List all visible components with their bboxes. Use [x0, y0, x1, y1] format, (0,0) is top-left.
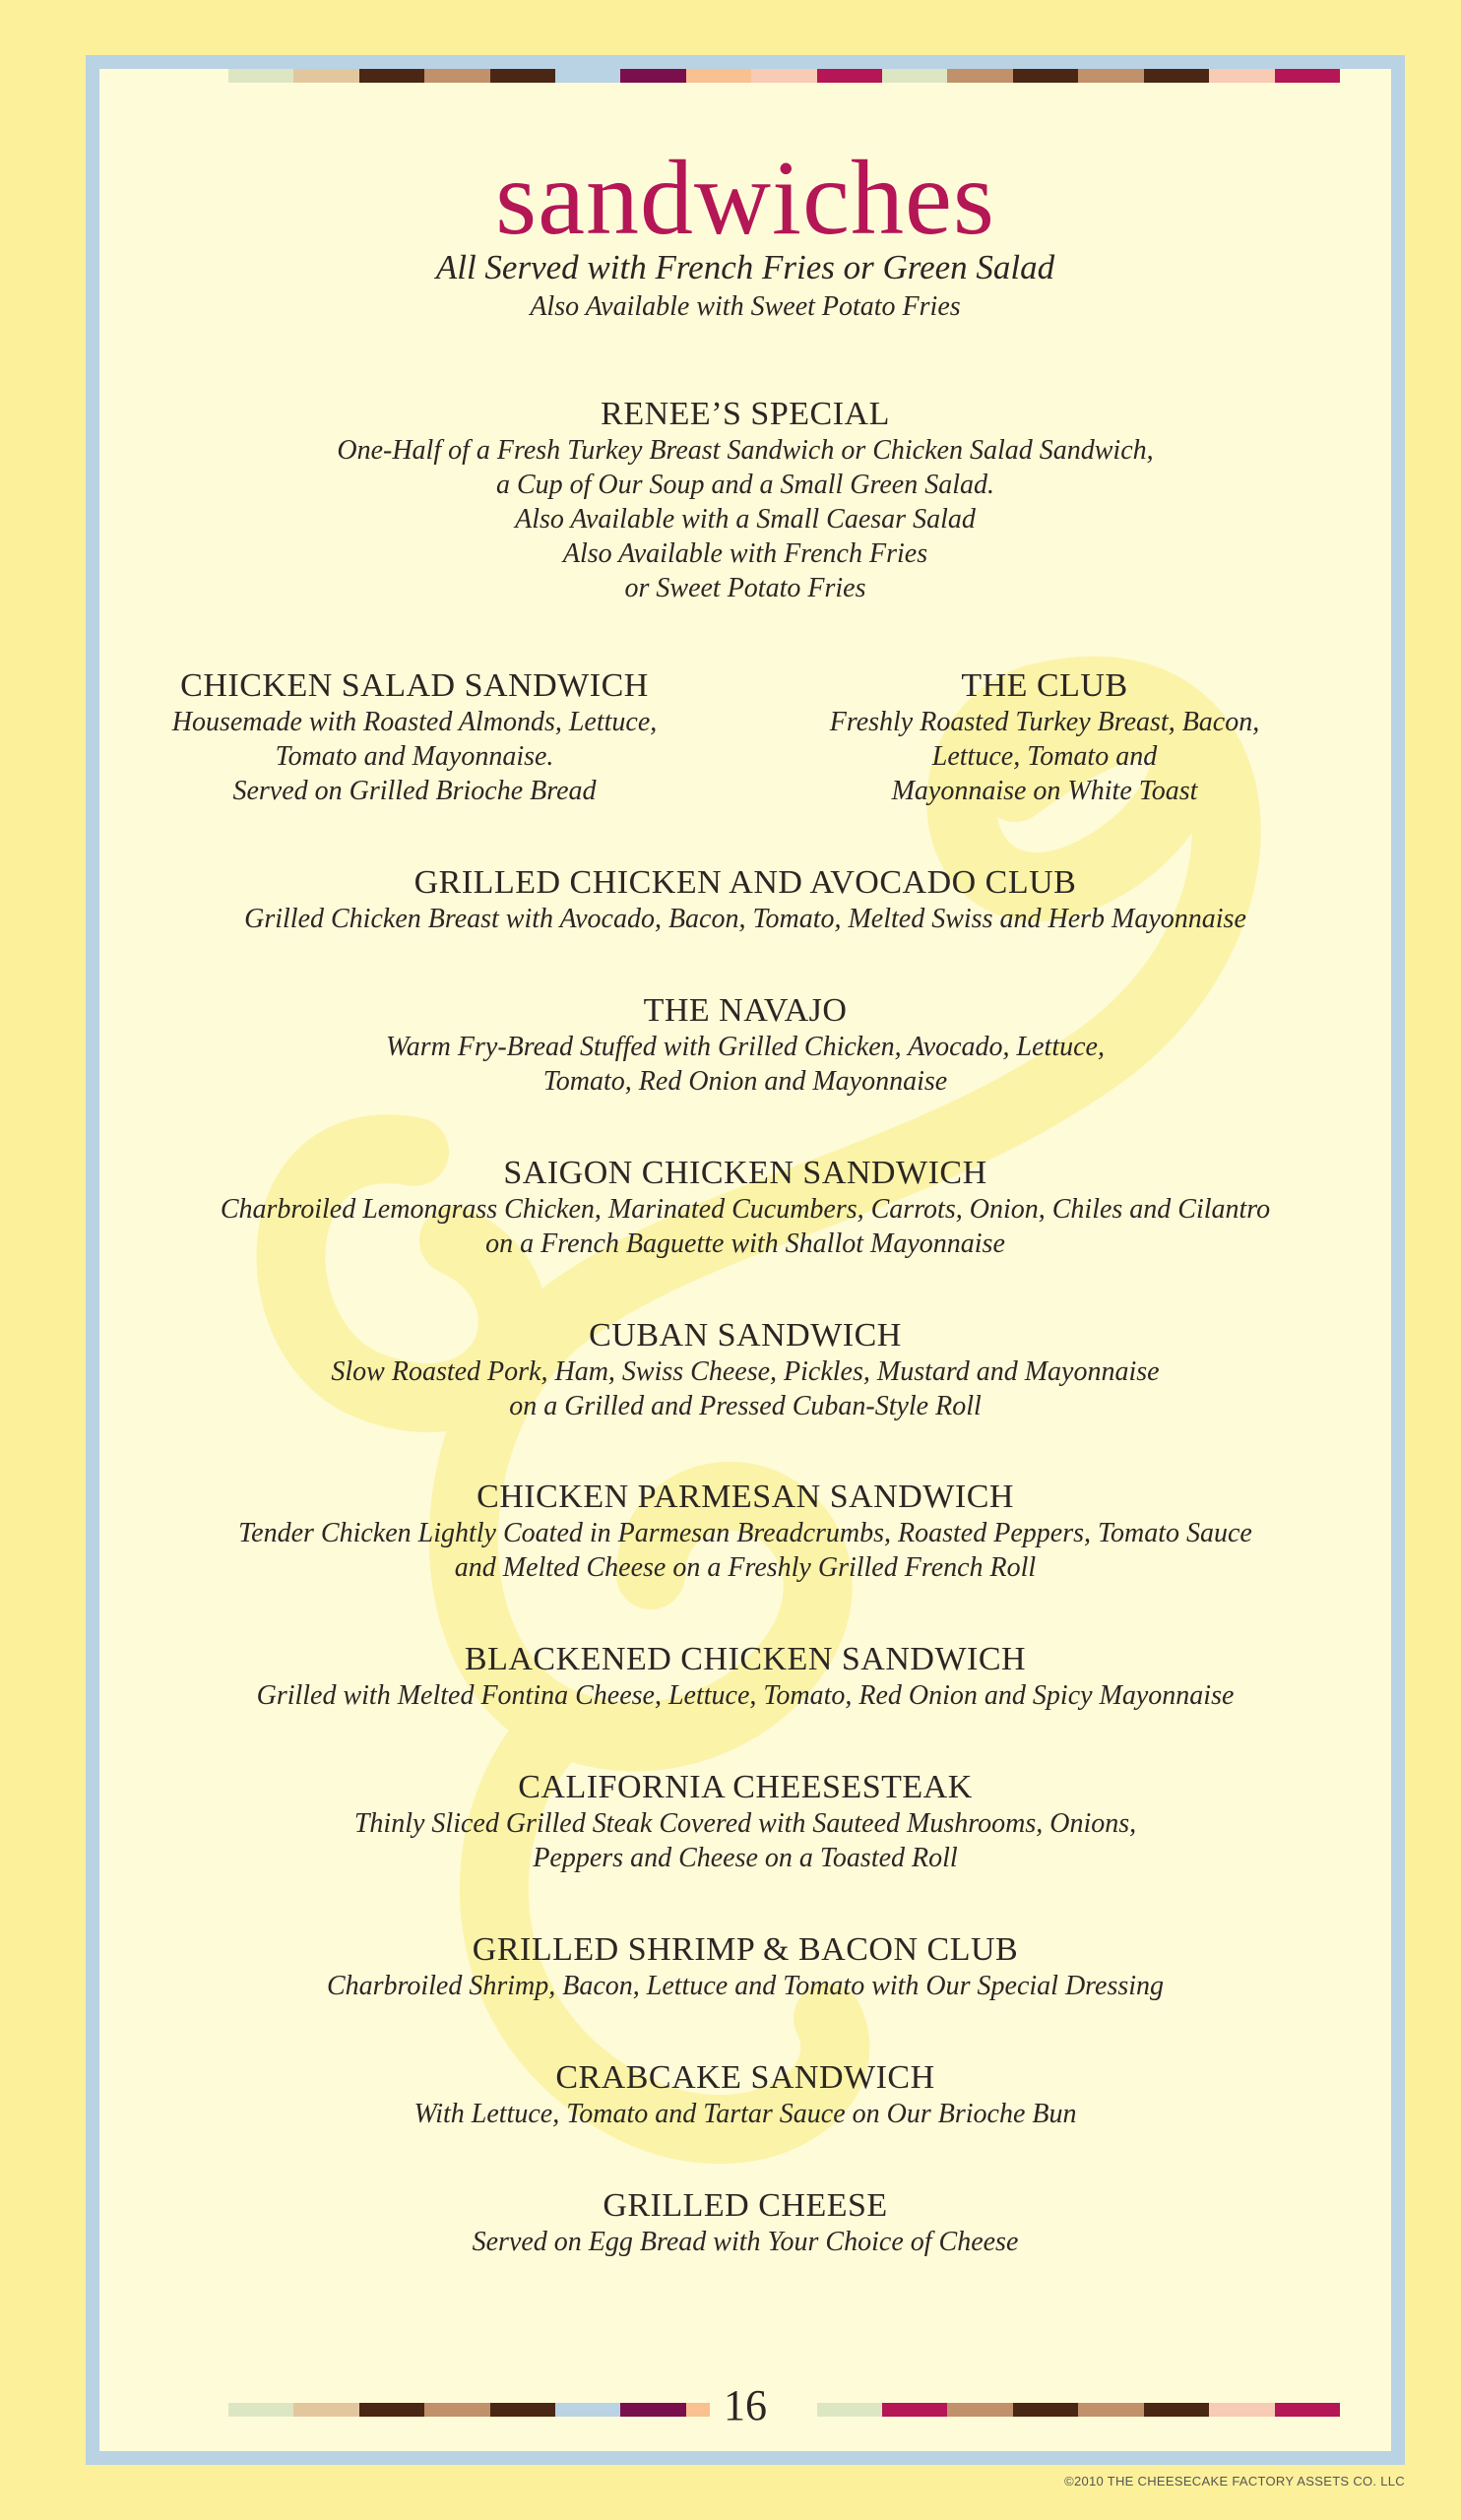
- menu-item-name: CRABCAKE SANDWICH: [555, 2059, 935, 2096]
- menu-item-grilled-shrimp-bacon-club: [99, 1931, 1391, 2003]
- stripe-segment: [490, 69, 555, 83]
- stripe-segment: [1144, 69, 1209, 83]
- menu-item-grilled-chicken-avocado-club: [99, 864, 1391, 936]
- menu-item-chicken-parmesan-sandwich: [99, 1479, 1391, 1585]
- menu-item-saigon-chicken-sandwich: [99, 1155, 1391, 1261]
- menu-item-desc-line: Charbroiled Shrimp, Bacon, Lettuce and Tomato with Our Special Dressing: [326, 1971, 1165, 2001]
- menu-item-desc-line: Mayonnaise on White Toast: [891, 776, 1198, 806]
- page-subtitle: All Served with French Fries or Green Salad: [435, 248, 1055, 286]
- stripe-segment: [1013, 69, 1078, 83]
- menu-item-desc-line: and Melted Cheese on a Freshly Grilled French Roll: [454, 1552, 1037, 1583]
- menu-item-renees-special: [99, 396, 1391, 605]
- menu-item-name: SAIGON CHICKEN SANDWICH: [503, 1155, 987, 1191]
- page-title: sandwiches: [495, 140, 995, 257]
- stripe-segment: [228, 69, 293, 83]
- stripe-segment: [359, 69, 424, 83]
- menu-item-desc-line: on a French Baguette with Shallot Mayonnaise: [485, 1228, 1005, 1259]
- menu-item-desc-line: Also Available with a Small Caesar Salad: [515, 504, 976, 535]
- menu-item-desc-line: With Lettuce, Tomato and Tartar Sauce on Our Brioche Bun: [413, 2099, 1077, 2129]
- menu-item-grilled-cheese: [99, 2187, 1391, 2259]
- menu-item-name: GRILLED SHRIMP & BACON CLUB: [472, 1931, 1019, 1968]
- stripe-segment: [947, 69, 1012, 83]
- menu-item-desc-line: Freshly Roasted Turkey Breast, Bacon,: [829, 707, 1260, 737]
- menu-item-name: CUBAN SANDWICH: [589, 1317, 902, 1354]
- color-stripe-top: [228, 69, 1340, 83]
- menu-item-desc-line: Housemade with Roasted Almonds, Lettuce,: [171, 707, 658, 737]
- menu-item-desc-line: Grilled with Melted Fontina Cheese, Lettuce, Tomato, Red Onion and Spicy Mayonnaise: [256, 1680, 1235, 1711]
- page-number-value: 16: [710, 2381, 781, 2429]
- stripe-segment: [555, 69, 620, 83]
- stripe-segment: [293, 69, 358, 83]
- menu-item-desc-line: One-Half of a Fresh Turkey Breast Sandwich or Chicken Salad Sandwich,: [337, 435, 1154, 466]
- menu-item-desc-line: Thinly Sliced Grilled Steak Covered with Sauteed Mushrooms, Onions,: [353, 1808, 1137, 1839]
- menu-item-desc-line: a Cup of Our Soup and a Small Green Salad.: [495, 470, 995, 500]
- stripe-segment: [424, 69, 489, 83]
- menu-item-desc-line: on a Grilled and Pressed Cuban-Style Roll: [509, 1391, 982, 1421]
- menu-item-name: RENEE’S SPECIAL: [601, 396, 890, 432]
- menu-item-chicken-salad-sandwich: [99, 667, 730, 808]
- menu-item-cuban-sandwich: [99, 1317, 1391, 1423]
- menu-item-desc-line: Tomato and Mayonnaise.: [275, 741, 554, 772]
- menu-item-desc-line: Slow Roasted Pork, Ham, Swiss Cheese, Pickles, Mustard and Mayonnaise: [331, 1356, 1160, 1387]
- menu-item-the-club: [789, 667, 1301, 808]
- menu-frame: [86, 55, 1405, 2465]
- menu-item-desc-line: Served on Egg Bread with Your Choice of Cheese: [472, 2227, 1019, 2257]
- menu-item-desc-line: Grilled Chicken Breast with Avocado, Bacon, Tomato, Melted Swiss and Herb Mayonnaise: [244, 904, 1246, 934]
- menu-panel: [99, 69, 1391, 2451]
- menu-item-crabcake-sandwich: [99, 2059, 1391, 2131]
- menu-item-desc-line: Lettuce, Tomato and: [931, 741, 1158, 772]
- menu-item-desc-line: Warm Fry-Bread Stuffed with Grilled Chicken, Avocado, Lettuce,: [386, 1032, 1105, 1062]
- stripe-segment: [1209, 69, 1274, 83]
- stripe-segment: [882, 69, 947, 83]
- stripe-segment: [1275, 69, 1340, 83]
- menu-item-name: THE CLUB: [961, 667, 1128, 704]
- menu-item-name: BLACKENED CHICKEN SANDWICH: [464, 1641, 1027, 1677]
- stripe-segment: [686, 69, 751, 83]
- stripe-segment: [620, 69, 685, 83]
- menu-item-desc-line: Also Available with French Fries: [562, 538, 928, 569]
- menu-item-desc-line: Tender Chicken Lightly Coated in Parmesan Breadcrumbs, Roasted Peppers, Tomato Sauce: [238, 1518, 1252, 1548]
- stripe-segment: [1078, 69, 1143, 83]
- menu-item-name: CALIFORNIA CHEESESTEAK: [518, 1769, 973, 1805]
- menu-item-desc-line: or Sweet Potato Fries: [624, 573, 866, 603]
- page-subtitle-note: Also Available with Sweet Potato Fries: [530, 291, 961, 322]
- copyright-notice: ©2010 THE CHEESECAKE FACTORY ASSETS CO. LLC: [1064, 2474, 1405, 2488]
- menu-item-desc-line: Served on Grilled Brioche Bread: [232, 776, 597, 806]
- menu-item-name: GRILLED CHICKEN AND AVOCADO CLUB: [413, 864, 1077, 901]
- menu-item-desc-line: Charbroiled Lemongrass Chicken, Marinated Cucumbers, Carrots, Onion, Chiles and Cilantro: [220, 1194, 1271, 1225]
- menu-item-desc-line: Peppers and Cheese on a Toasted Roll: [533, 1843, 958, 1873]
- menu-item-california-cheesesteak: [99, 1769, 1391, 1875]
- page-number: [99, 2381, 1391, 2430]
- menu-item-name: THE NAVAJO: [643, 992, 848, 1029]
- menu-item-blackened-chicken-sandwich: [99, 1641, 1391, 1713]
- stripe-segment: [817, 69, 882, 83]
- menu-item-the-navajo: [99, 992, 1391, 1099]
- menu-item-name: CHICKEN PARMESAN SANDWICH: [476, 1479, 1014, 1515]
- menu-item-name: GRILLED CHEESE: [603, 2187, 888, 2224]
- menu-item-desc-line: Tomato, Red Onion and Mayonnaise: [542, 1066, 948, 1097]
- stripe-segment: [751, 69, 816, 83]
- menu-item-name: CHICKEN SALAD SANDWICH: [180, 667, 649, 704]
